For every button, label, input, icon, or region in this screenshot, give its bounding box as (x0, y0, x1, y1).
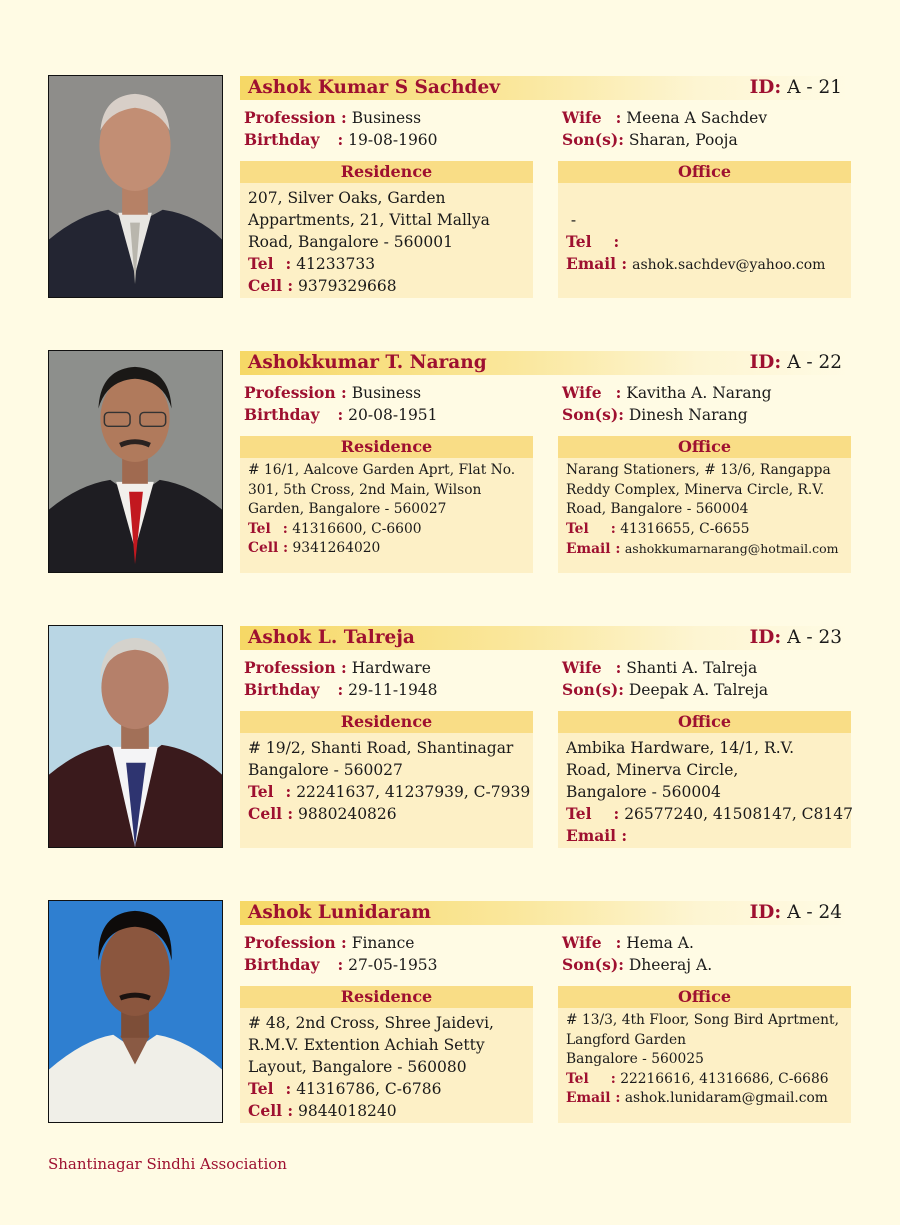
colon: : (610, 1070, 616, 1087)
colon: : (615, 658, 622, 677)
birthday-label: Birthday (244, 130, 320, 149)
profession-value: Business (351, 109, 422, 127)
id-label: ID: (749, 627, 782, 648)
office-body (558, 458, 851, 560)
wife-value: Meena A Sachdev (626, 109, 768, 127)
member-photo (48, 350, 223, 573)
cell-label: Cell : (248, 540, 289, 557)
cell-label: Cell : (248, 1101, 294, 1120)
colon: : (337, 680, 344, 699)
address-line: # 48, 2nd Cross, Shree Jaidevi, (248, 1014, 494, 1032)
cell-value: 9880240826 (298, 805, 397, 823)
tel-label: Tel (566, 520, 589, 537)
office-address-line: Road, Bangalore - 560004 (566, 501, 749, 518)
member-name: Ashok Kumar S Sachdev (248, 77, 501, 98)
email-label: Email : (566, 254, 628, 273)
profession-label: Profession : (244, 933, 347, 952)
wife-line (562, 658, 757, 677)
member-entry (48, 75, 853, 302)
tel-label: Tel (248, 254, 274, 273)
cell-line (248, 803, 525, 825)
member-id-value: A - 22 (787, 352, 842, 373)
tel-value: 22241637, 41237939, C-7939 (296, 783, 531, 801)
tel-label: Tel (566, 804, 592, 823)
profession-value: Hardware (351, 659, 431, 677)
profession-line (244, 658, 431, 677)
wife-value: Shanti A. Talreja (626, 659, 758, 677)
footer-association-name: Shantinagar Sindhi Association (48, 1155, 287, 1173)
colon: : (615, 108, 622, 127)
cell-label: Cell : (248, 276, 294, 295)
cell-line (248, 539, 525, 559)
colon: : (337, 405, 344, 424)
residence-heading: Residence (240, 436, 533, 458)
sons-label: Son(s): (562, 405, 624, 424)
colon: : (615, 383, 622, 402)
colon: : (615, 933, 622, 952)
birthday-line (244, 130, 438, 149)
office-tel-line (566, 231, 843, 253)
member-id (750, 352, 842, 373)
address-line: Garden, Bangalore - 560027 (248, 501, 447, 518)
sons-label: Son(s): (562, 680, 624, 699)
residence-body (240, 183, 533, 297)
address-line: Bangalore - 560027 (248, 761, 403, 779)
profession-line (244, 108, 421, 127)
wife-label: Wife (562, 108, 602, 127)
cell-value: 9341264020 (292, 540, 381, 557)
tel-line (248, 520, 525, 540)
id-label: ID: (749, 77, 782, 98)
member-entry (48, 900, 853, 1127)
colon: : (337, 130, 344, 149)
address-line: # 16/1, Aalcove Garden Aprt, Flat No. (248, 462, 516, 478)
sons-line (562, 680, 768, 699)
address-line: 301, 5th Cross, 2nd Main, Wilson (248, 481, 482, 498)
residence-heading: Residence (240, 711, 533, 733)
office-address-line: Road, Minerva Circle, (566, 761, 739, 779)
id-label: ID: (749, 352, 782, 373)
tel-label: Tel (566, 1070, 589, 1087)
office-address-line (566, 187, 843, 209)
tel-value: 41316786, C-6786 (296, 1080, 442, 1098)
office-address-line: Bangalore - 560004 (566, 783, 721, 801)
tel-label: Tel (248, 520, 271, 537)
office-email-line (566, 253, 843, 276)
office-body (558, 1008, 851, 1109)
sons-value: Sharan, Pooja (628, 131, 738, 149)
sons-value: Dinesh Narang (628, 406, 748, 424)
tel-line (248, 781, 531, 803)
tel-value: 22216616, 41316686, C-6686 (620, 1070, 829, 1087)
profession-label: Profession : (244, 658, 347, 677)
tel-value: 41316655, C-6655 (620, 520, 750, 537)
profession-line (244, 383, 421, 402)
office-heading: Office (558, 711, 851, 733)
office-address-line: Narang Stationers, # 13/6, Rangappa (566, 462, 831, 478)
birthday-line (244, 405, 438, 424)
office-address-line: # 13/3, 4th Floor, Song Bird Aprtment, (566, 1012, 839, 1028)
address-line: Road, Bangalore - 560001 (248, 233, 453, 251)
profession-value: Business (351, 384, 422, 402)
cell-line (248, 275, 525, 297)
profession-line (244, 933, 414, 952)
member-name-bar (240, 626, 850, 650)
address-line: 207, Silver Oaks, Garden (248, 189, 446, 207)
residence-heading: Residence (240, 161, 533, 183)
sons-value: Deepak A. Talreja (628, 681, 769, 699)
sons-line (562, 955, 712, 974)
member-id (750, 627, 842, 648)
email-value: ashok.sachdev@yahoo.com (632, 257, 826, 273)
member-name: Ashok Lunidaram (248, 902, 431, 923)
tel-label: Tel (566, 232, 592, 251)
colon: : (285, 782, 292, 801)
colon: : (337, 955, 344, 974)
cell-value: 9379329668 (298, 277, 397, 295)
id-label: ID: (749, 902, 782, 923)
office-address-line: Reddy Complex, Minerva Circle, R.V. (566, 481, 825, 498)
tel-label: Tel (248, 1079, 274, 1098)
office-address-line: Langford Garden (566, 1031, 687, 1048)
member-id (750, 77, 842, 98)
residence-panel (240, 986, 533, 1123)
wife-line (562, 933, 694, 952)
wife-label: Wife (562, 383, 602, 402)
office-address-line: Ambika Hardware, 14/1, R.V. (566, 739, 795, 757)
member-name-bar (240, 351, 850, 375)
birthday-line (244, 680, 438, 699)
office-heading: Office (558, 986, 851, 1008)
office-heading: Office (558, 436, 851, 458)
office-tel-line (566, 1070, 843, 1090)
birthday-line (244, 955, 438, 974)
birthday-value: 20-08-1951 (348, 406, 438, 424)
birthday-value: 27-05-1953 (348, 956, 438, 974)
member-photo (48, 900, 223, 1123)
sons-label: Son(s): (562, 130, 624, 149)
residence-body (240, 733, 533, 825)
colon: : (282, 520, 288, 537)
member-id-value: A - 23 (787, 627, 842, 648)
member-name-bar (240, 76, 850, 100)
residence-panel (240, 711, 533, 848)
member-id-value: A - 24 (787, 902, 842, 923)
address-line: Layout, Bangalore - 560080 (248, 1058, 467, 1076)
email-value: ashok.lunidaram@gmail.com (624, 1090, 828, 1107)
member-photo (48, 625, 223, 848)
email-label: Email : (566, 1090, 621, 1107)
colon: : (285, 254, 292, 273)
sons-label: Son(s): (562, 955, 624, 974)
member-name: Ashok L. Talreja (248, 627, 415, 648)
residence-panel (240, 436, 533, 573)
office-body (558, 733, 851, 847)
address-line: R.M.V. Extention Achiah Setty (248, 1036, 485, 1054)
office-tel-line (566, 803, 853, 825)
wife-value: Hema A. (626, 934, 694, 952)
birthday-label: Birthday (244, 680, 320, 699)
address-line: # 19/2, Shanti Road, Shantinagar (248, 739, 514, 757)
residence-body (240, 1008, 533, 1122)
office-email-line (566, 539, 843, 560)
member-entry (48, 350, 853, 577)
colon: : (613, 232, 620, 251)
email-label: Email : (566, 541, 621, 558)
birthday-value: 29-11-1948 (348, 681, 438, 699)
tel-line (248, 253, 525, 275)
cell-label: Cell : (248, 804, 294, 823)
wife-line (562, 383, 772, 402)
colon: : (613, 804, 620, 823)
office-address-line: - (566, 211, 577, 229)
cell-value: 9844018240 (298, 1102, 397, 1120)
member-entry (48, 625, 853, 852)
tel-value: 26577240, 41508147, C8147 (624, 805, 853, 823)
sons-line (562, 130, 738, 149)
birthday-label: Birthday (244, 955, 320, 974)
member-id-value: A - 21 (787, 77, 842, 98)
wife-label: Wife (562, 933, 602, 952)
member-id (750, 902, 842, 923)
office-panel (558, 986, 851, 1123)
residence-panel (240, 161, 533, 298)
wife-line (562, 108, 767, 127)
tel-value: 41316600, C-6600 (292, 520, 422, 537)
office-body (558, 183, 851, 276)
office-panel (558, 711, 851, 848)
address-line: Appartments, 21, Vittal Mallya (248, 211, 490, 229)
member-photo (48, 75, 223, 298)
birthday-label: Birthday (244, 405, 320, 424)
birthday-value: 19-08-1960 (348, 131, 438, 149)
member-name: Ashokkumar T. Narang (248, 352, 487, 373)
office-email-line (566, 1089, 843, 1109)
colon: : (610, 520, 616, 537)
sons-line (562, 405, 748, 424)
office-panel (558, 161, 851, 298)
office-heading: Office (558, 161, 851, 183)
profession-label: Profession : (244, 383, 347, 402)
profession-value: Finance (351, 934, 415, 952)
sons-value: Dheeraj A. (628, 956, 713, 974)
cell-line (248, 1100, 525, 1122)
wife-value: Kavitha A. Narang (626, 384, 772, 402)
profession-label: Profession : (244, 108, 347, 127)
office-address-line: Bangalore - 560025 (566, 1051, 704, 1068)
wife-label: Wife (562, 658, 602, 677)
colon: : (285, 1079, 292, 1098)
email-value: ashokkumarnarang@hotmail.com (624, 541, 839, 557)
tel-line (248, 1078, 525, 1100)
email-label: Email : (566, 826, 628, 845)
residence-body (240, 458, 533, 559)
office-tel-line (566, 520, 843, 540)
office-panel (558, 436, 851, 573)
office-email-line (566, 825, 843, 847)
residence-heading: Residence (240, 986, 533, 1008)
member-name-bar (240, 901, 850, 925)
tel-value: 41233733 (296, 255, 376, 273)
tel-label: Tel (248, 782, 274, 801)
